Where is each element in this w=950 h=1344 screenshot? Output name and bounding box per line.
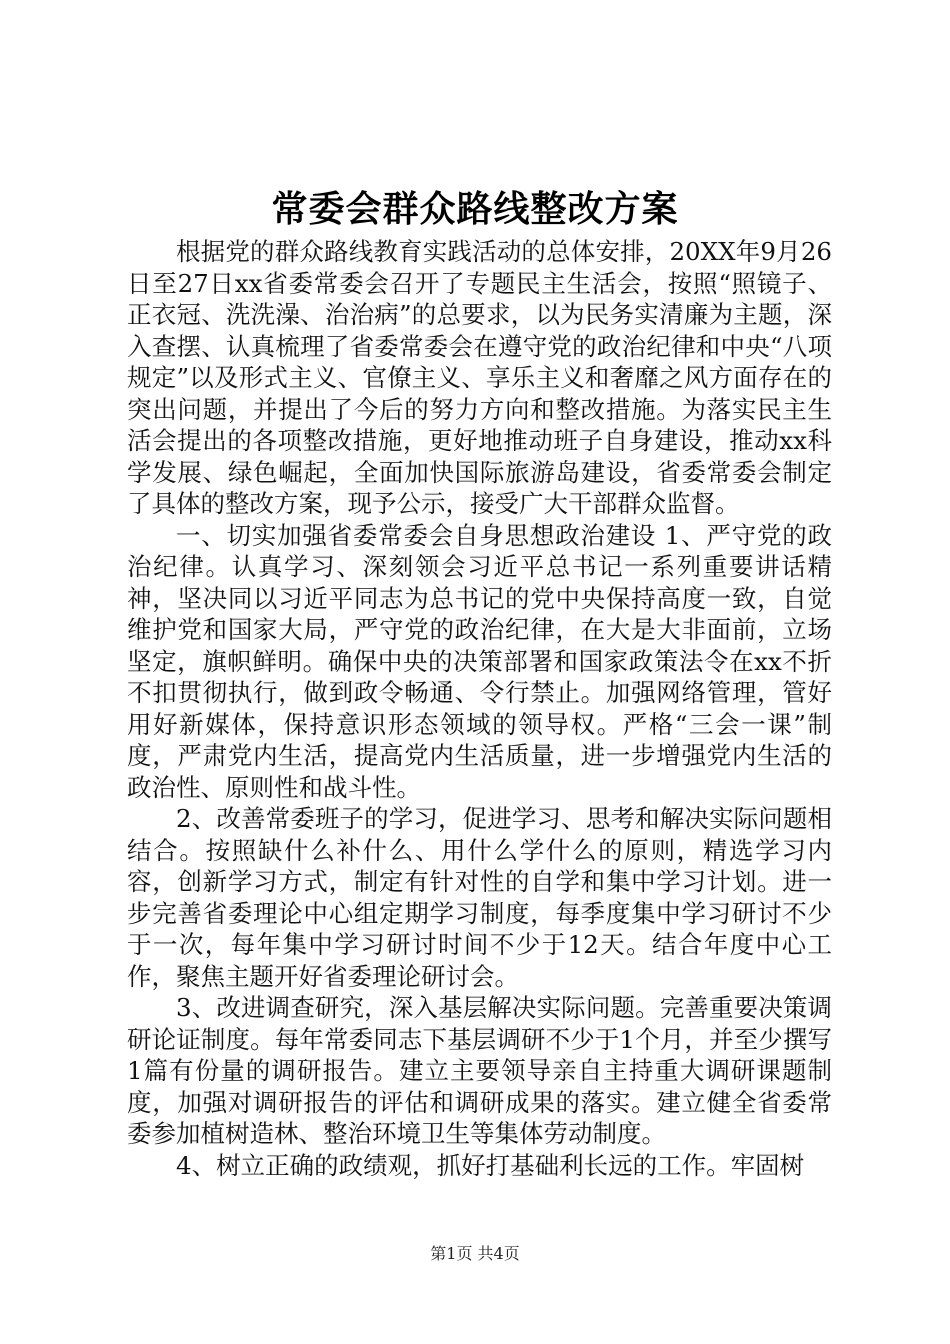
paragraph-item-3: 3、改进调查研究，深入基层解决实际问题。完善重要决策调研论证制度。每年常委同志下基层调研不少于1个月，并至少撰写1篇有份量的调研报告。建立主要领导亲自主持重大调研课题制度，加强对调研报告的评估和调研成果的落实。建立健全省委常委参加植树造林、整治环境卫生等集体劳动制度。 xyxy=(127,993,832,1148)
paragraph-section-1: 一、切实加强省委常委会自身思想政治建设 1、严守党的政治纪律。认真学习、深刻领会习近平总书记一系列重要讲话精神，坚决同以习近平同志为总书记的党中央保持高度一致，自觉维护党和国家大局，严守党的政治纪律，在大是大非面前，立场坚定，旗帜鲜明。确保中央的决策部署和国家政策法令在xx不折不扣贯彻执行，做到政令畅通、令行禁止。加强网络管理，管好用好新媒体，保持意识形态领域的领导权。严格“三会一课”制度，严肃党内生活，提高党内生活质量，进一步增强党内生活的政治性、原则性和战斗性。 xyxy=(127,520,832,802)
paragraph-item-2: 2、改善常委班子的学习，促进学习、思考和解决实际问题相结合。按照缺什么补什么、用什么学什么的原则，精选学习内容，创新学习方式，制定有针对性的自学和集中学习计划。进一步完善省委理论中心组定期学习制度，每季度集中学习研讨不少于一次，每年集中学习研讨时间不少于12天。结合年度中心工作，聚焦主题开好省委理论研讨会。 xyxy=(127,804,832,991)
paragraph-intro: 根据党的群众路线教育实践活动的总体安排，20XX年9月26日至27日xx省委常委会召开了专题民主生活会，按照“照镜子、正衣冠、洗洗澡、治治病”的总要求，以为民务实清廉为主题，深入查摆、认真梳理了省委常委会在遵守党的政治纪律和中央“八项规定”以及形式主义、官僚主义、享乐主义和奢靡之风方面存在的突出问题，并提出了今后的努力方向和整改措施。为落实民主生活会提出的各项整改措施，更好地推动班子自身建设，推动xx科学发展、绿色崛起，全面加快国际旅游岛建设，省委常委会制定了具体的整改方案，现予公示，接受广大干部群众监督。 xyxy=(127,237,832,518)
paragraph-item-4: 4、树立正确的政绩观，抓好打基础利长远的工作。牢固树 xyxy=(176,1150,805,1180)
page-number-footer: 第1页 共4页 xyxy=(430,1244,520,1263)
document-body xyxy=(127,236,832,1181)
document-title: 常委会群众路线整改方案 xyxy=(271,188,679,230)
